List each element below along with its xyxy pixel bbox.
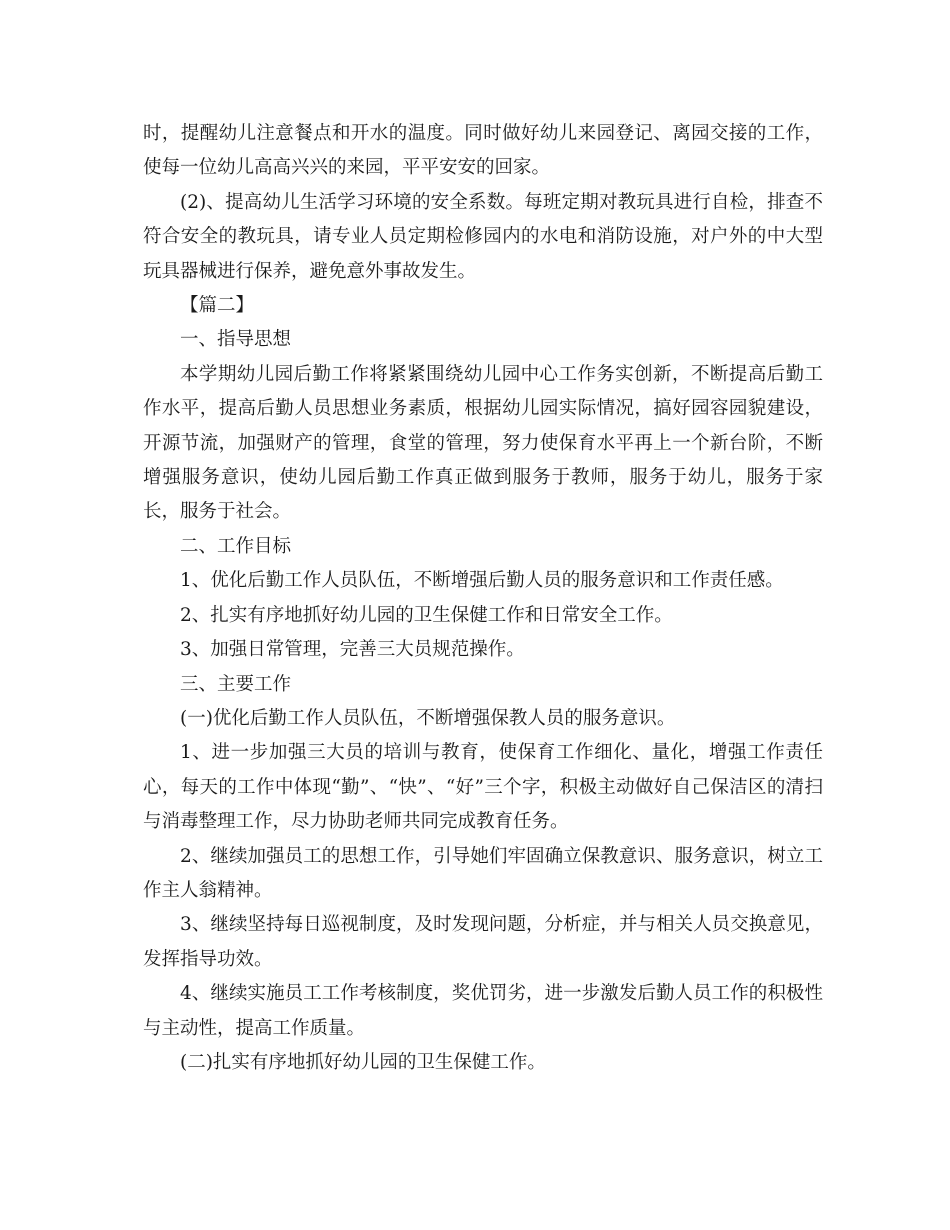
- goal-item-1: 1、优化后勤工作人员队伍，不断增强后勤人员的服务意识和工作责任感。: [180, 570, 784, 592]
- subheading-one: (一)优化后勤工作人员队伍，不断增强保教人员的服务意识。: [180, 707, 676, 729]
- section-heading-part-two: 【篇二】: [180, 295, 255, 317]
- work-item-3: 3、继续坚持每日巡视制度，及时发现问题，分析症，并与相关人员交换意见，发挥指导功效。: [143, 914, 823, 970]
- heading-guiding-thought: 一、指导思想: [180, 329, 292, 351]
- work-item-1: 1、进一步加强三大员的培训与教育，使保育工作细化、量化，增强工作责任心，每天的工作中体现“勤”、“快”、“好”三个字，积极主动做好自己保洁区的清扫与消毒整理工作，尽力协助老师共同完成教育任务。: [143, 742, 823, 833]
- document-body: [143, 117, 823, 1080]
- work-item-4: 4、继续实施员工工作考核制度，奖优罚劣，进一步激发后勤人员工作的积极性与主动性，提高工作质量。: [143, 983, 823, 1039]
- subheading-two: (二)扎实有序地抓好幼儿园的卫生保健工作。: [180, 1051, 546, 1073]
- heading-work-goals: 二、工作目标: [180, 535, 292, 557]
- work-item-2: 2、继续加强员工的思想工作，引导她们牢固确立保教意识、服务意识，树立工作主人翁精神。: [143, 845, 823, 901]
- heading-main-work: 三、主要工作: [180, 673, 292, 695]
- paragraph-1: 时，提醒幼儿注意餐点和开水的温度。同时做好幼儿来园登记、离园交接的工作，使每一位幼儿高高兴兴的来园，平平安安的回家。: [143, 123, 823, 179]
- paragraph-guiding-thought: 本学期幼儿园后勤工作将紧紧围绕幼儿园中心工作务实创新，不断提高后勤工作水平，提高后勤人员思想业务素质，根据幼儿园实际情况，搞好园容园貌建设，开源节流，加强财产的管理，食堂的管理，努力使保育水平再上一个新台阶，不断增强服务意识，使幼儿园后勤工作真正做到服务于教师，服务于幼儿，服务于家长，服务于社会。: [143, 363, 823, 523]
- paragraph-2: (2)、提高幼儿生活学习环境的安全系数。每班定期对教玩具进行自检，排查不符合安全的教玩具，请专业人员定期检修园内的水电和消防设施，对户外的中大型玩具器械进行保养，避免意外事故发生。: [143, 191, 823, 282]
- goal-item-3: 3、加强日常管理，完善三大员规范操作。: [180, 639, 525, 661]
- goal-item-2: 2、扎实有序地抓好幼儿园的卫生保健工作和日常安全工作。: [180, 604, 673, 626]
